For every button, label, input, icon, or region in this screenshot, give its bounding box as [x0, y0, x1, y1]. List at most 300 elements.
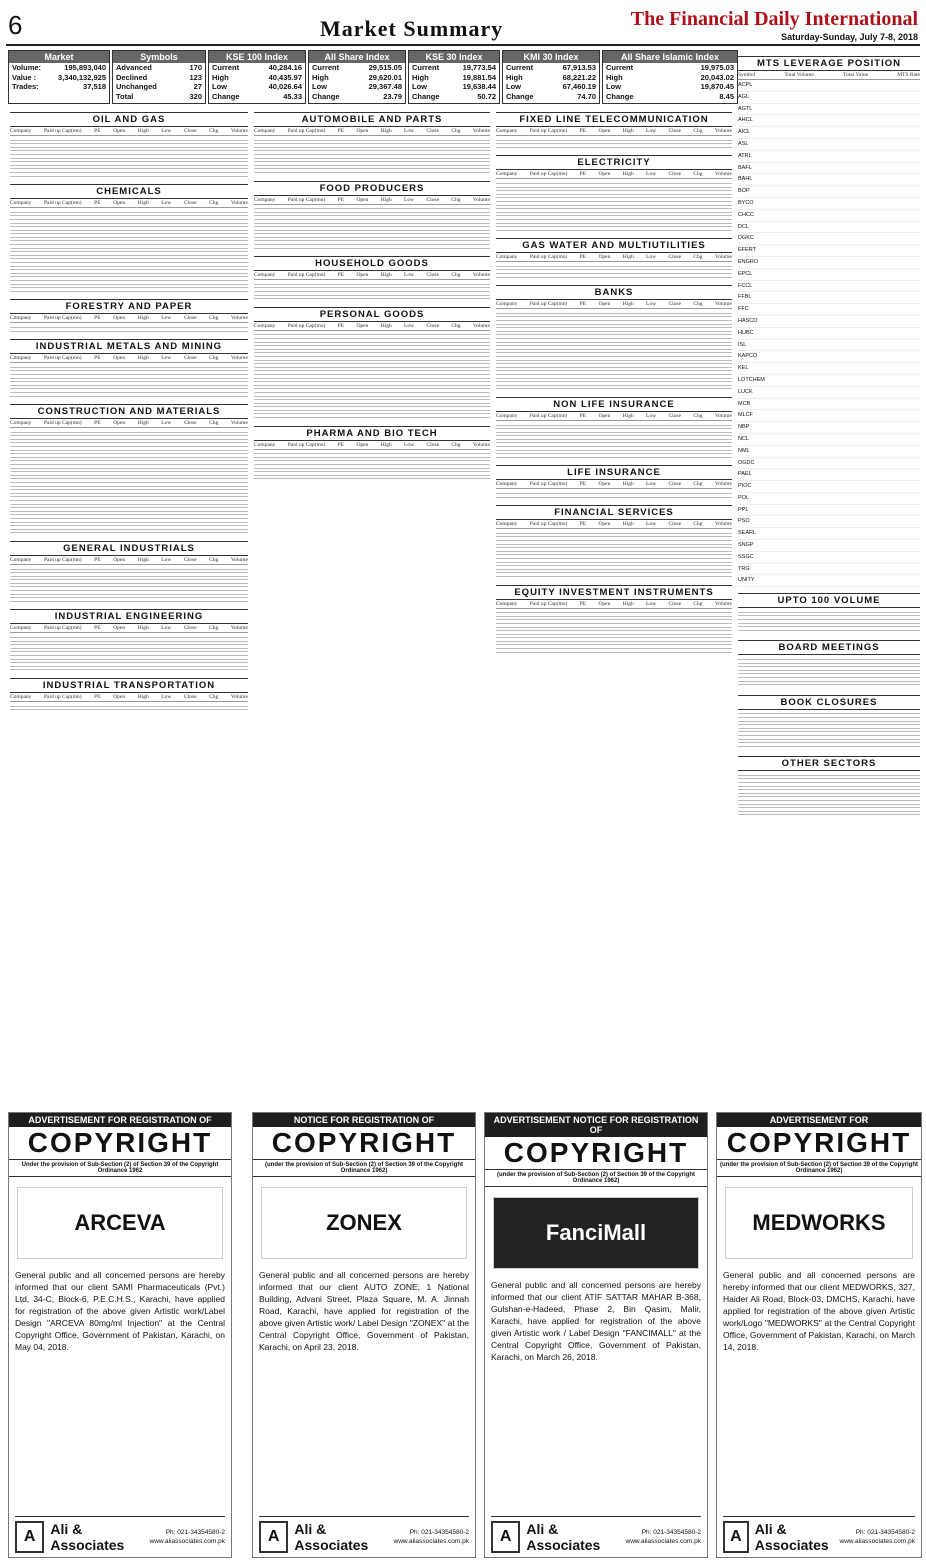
- column-header: MTS Rate: [897, 72, 920, 78]
- column-header: Close: [183, 625, 197, 632]
- column-header: Close: [426, 441, 440, 448]
- table-row: [254, 374, 490, 375]
- column-1: [10, 108, 248, 714]
- table-row: [254, 165, 490, 166]
- mts-symbol: EFERT: [738, 247, 756, 254]
- table-row: [10, 432, 248, 433]
- table-row: [496, 439, 732, 440]
- table-row: [10, 255, 248, 256]
- table-row: [10, 442, 248, 443]
- mts-symbol: POL: [738, 494, 750, 501]
- table-row: [254, 468, 490, 469]
- ticker-label: Low: [606, 82, 621, 91]
- table-row: [10, 165, 248, 166]
- sector-heading: FORESTRY AND PAPER: [10, 299, 248, 314]
- column-header: Open: [598, 481, 611, 488]
- ad-title: COPYRIGHT: [271, 1127, 457, 1158]
- column-header: Volume: [714, 481, 732, 488]
- table-row: [10, 367, 248, 368]
- column-header: Paid up Cap(mn): [43, 693, 82, 700]
- column-3: [496, 108, 732, 656]
- ticker-label: Current: [506, 63, 534, 72]
- table-row: [496, 637, 732, 638]
- column-header: Low: [161, 693, 172, 700]
- column-header: PE: [94, 693, 101, 700]
- ad-band: ADVERTISEMENT NOTICE FOR REGISTRATION OF: [485, 1113, 707, 1137]
- column-header: Total Volume: [784, 72, 814, 78]
- sector-heading: INDUSTRIAL METALS AND MINING: [10, 339, 248, 354]
- column-header: High: [137, 693, 149, 700]
- column-header: Company: [10, 200, 32, 207]
- table-row: [254, 403, 490, 404]
- column-header: High: [622, 481, 634, 488]
- table-rows: [10, 208, 248, 295]
- ticker-label: High: [412, 72, 429, 82]
- column-header: Company: [10, 625, 32, 632]
- table-row: [10, 276, 248, 277]
- agent-logo-icon: A: [15, 1521, 44, 1553]
- column-header: Company: [496, 412, 518, 419]
- sector-heading: NON LIFE INSURANCE: [496, 397, 732, 412]
- ticker-title: KMI 30 Index: [503, 51, 599, 63]
- column-header: Close: [426, 196, 440, 203]
- agent-logo-icon: A: [723, 1521, 749, 1553]
- mts-symbol: PIOC: [738, 483, 752, 490]
- ticker-value: 3,340,132,925: [58, 72, 106, 82]
- ticker-value: 50.72: [477, 91, 496, 101]
- column-header: Volume: [714, 171, 732, 178]
- table-row: [496, 147, 732, 148]
- table-header: [254, 127, 490, 136]
- table-row: [10, 504, 248, 505]
- column-header: Company: [496, 301, 518, 308]
- column-header: High: [380, 196, 392, 203]
- column-header: Chg: [451, 128, 461, 134]
- table-row: [496, 269, 732, 270]
- agent-contact: [626, 1528, 702, 1546]
- table-rows: [10, 702, 248, 714]
- table-rows: [496, 421, 732, 462]
- ticker-value: 40,435.97: [268, 72, 302, 82]
- table-row: [10, 233, 248, 234]
- ticker-value: 67,460.19: [562, 82, 596, 91]
- table-row: [254, 298, 490, 299]
- column-header: Company: [10, 556, 32, 563]
- ticker-label: Volume:: [12, 63, 42, 72]
- column-header: Close: [426, 272, 440, 279]
- table-row: [496, 356, 732, 357]
- table-row: [738, 659, 920, 660]
- ticker-label: High: [312, 72, 329, 82]
- table-row: [10, 147, 248, 148]
- mts-symbol: BAHL: [738, 176, 753, 183]
- mts-row: [738, 245, 920, 257]
- ticker-value: 29,620.01: [368, 72, 402, 82]
- column-header: Volume: [714, 301, 732, 308]
- mts-row: [738, 257, 920, 269]
- column-header: Paid up Cap(mn): [43, 355, 82, 362]
- table-row: [10, 378, 248, 379]
- table-header: [496, 480, 732, 489]
- column-header: High: [137, 128, 149, 134]
- column-header: Open: [598, 412, 611, 419]
- mts-row: [738, 115, 920, 127]
- table-row: [10, 230, 248, 231]
- table-row: [496, 208, 732, 209]
- agent-block: [15, 1516, 225, 1553]
- table-row: [254, 370, 490, 371]
- table-rows: [738, 771, 920, 819]
- table-rows: [254, 450, 490, 483]
- agent-block: [491, 1516, 701, 1553]
- column-header: Close: [668, 128, 682, 134]
- column-header: Open: [356, 196, 369, 203]
- table-row: [496, 457, 732, 458]
- table-row: [254, 413, 490, 414]
- column-header: PE: [579, 600, 587, 607]
- column-header: Open: [356, 272, 369, 279]
- copyright-ad-fancimall: [484, 1112, 708, 1558]
- mts-row: [738, 469, 920, 481]
- column-header: Chg: [693, 481, 703, 488]
- ticker-row: [603, 82, 737, 92]
- table-header: [496, 253, 732, 262]
- mts-row: [738, 139, 920, 151]
- table-row: [254, 367, 490, 368]
- column-header: Low: [646, 521, 657, 528]
- table-row: [496, 324, 732, 325]
- table-row: [496, 551, 732, 552]
- page-number: 6: [8, 10, 23, 40]
- table-header: [496, 600, 732, 609]
- table-row: [738, 742, 920, 743]
- ticker-value: 37,518: [83, 82, 106, 91]
- mts-symbol: BAFL: [738, 164, 752, 171]
- mts-symbol: SEARL: [738, 530, 757, 537]
- column-header: Close: [183, 355, 197, 362]
- mts-symbol: MLCF: [738, 412, 753, 419]
- table-row: [496, 345, 732, 346]
- mts-header: [738, 71, 920, 80]
- column-header: PE: [579, 521, 587, 528]
- ticker-row: [209, 92, 305, 102]
- table-row: [254, 230, 490, 231]
- column-header: PE: [337, 272, 345, 279]
- mts-symbol: SSGC: [738, 553, 754, 560]
- table-row: [10, 648, 248, 649]
- ticker-value: 19,773.54: [462, 63, 496, 72]
- column-header: Chg: [209, 556, 219, 563]
- ticker-title: KSE 30 Index: [409, 51, 499, 63]
- column-header: Close: [183, 128, 197, 134]
- mts-row: [738, 233, 920, 245]
- mts-symbol: AHCL: [738, 117, 753, 124]
- ticker-value: 40,284.16: [268, 63, 302, 72]
- agent-phone: Ph: 021-34354580-2: [641, 1529, 701, 1536]
- ticker-value: 27: [193, 82, 202, 91]
- mts-symbol: BOP: [738, 188, 750, 195]
- sector-heading: GENERAL INDUSTRIALS: [10, 541, 248, 556]
- mts-symbol: AGL: [738, 93, 750, 100]
- agent-website: www.aliassociates.com.pk: [149, 1538, 225, 1545]
- table-row: [10, 269, 248, 270]
- sector-heading: INDUSTRIAL TRANSPORTATION: [10, 678, 248, 693]
- mts-row: [738, 528, 920, 540]
- table-rows: [254, 280, 490, 303]
- column-header: Paid up Cap(mn): [529, 412, 568, 419]
- ticker-label: Change: [312, 91, 340, 101]
- table-row: [10, 651, 248, 652]
- table-row: [254, 154, 490, 155]
- ticker-row: [503, 63, 599, 73]
- table-row: [10, 597, 248, 598]
- sector-heading: UPTO 100 VOLUME: [738, 593, 920, 608]
- agent-contact: [394, 1528, 470, 1546]
- ticker-value: 45.33: [283, 91, 302, 101]
- column-header: Low: [161, 128, 172, 134]
- mts-row: [738, 387, 920, 399]
- column-header: Paid up Cap(mn): [529, 301, 568, 308]
- table-row: [496, 378, 732, 379]
- table-row: [496, 187, 732, 188]
- column-header: PE: [94, 420, 101, 427]
- table-row: [10, 475, 248, 476]
- column-header: Close: [668, 412, 682, 419]
- table-row: [496, 493, 732, 494]
- table-header: [496, 412, 732, 421]
- column-header: Paid up Cap(mn): [43, 625, 82, 632]
- ticker-value: 19,975.03: [700, 63, 734, 72]
- mts-row: [738, 434, 920, 446]
- column-header: Volume: [230, 556, 248, 563]
- table-row: [496, 190, 732, 191]
- ticker-row: [209, 63, 305, 73]
- page-title: Market Summary: [320, 16, 504, 41]
- ad-body: General public and all concerned persons are hereby informed that our client AUTO ZONE, 1 National Building, Advani Street, Plaza Square, M. A. Jinnah Road, Karachi, have applied for registration of the above given Artistic work/ Label Design "ZONEX" at the Central Copyright Office, Government of Pakistan, Karachi, on April 23, 2018.: [259, 1270, 469, 1352]
- column-header: Open: [113, 315, 126, 322]
- mts-symbol: PSO: [738, 518, 750, 525]
- column-header: Paid up Cap(mn): [43, 556, 82, 563]
- table-row: [254, 338, 490, 339]
- ticker-label: Value :: [12, 72, 37, 82]
- mts-row: [738, 399, 920, 411]
- ticker-value: 40,026.64: [268, 82, 302, 91]
- column-header: Volume: [714, 254, 732, 261]
- mts-row: [738, 92, 920, 104]
- column-header: PE: [94, 556, 101, 563]
- ticker-row: [309, 92, 405, 102]
- column-header: PE: [337, 128, 345, 134]
- column-header: Chg: [693, 301, 703, 308]
- table-row: [496, 612, 732, 613]
- table-header: [254, 322, 490, 331]
- ad-band: NOTICE FOR REGISTRATION OF: [253, 1113, 475, 1127]
- mts-symbol: NBP: [738, 424, 750, 431]
- column-header: Volume: [472, 272, 490, 279]
- mts-row: [738, 80, 920, 92]
- ticker-label: Low: [312, 82, 327, 91]
- column-header: Paid up Cap(mn): [529, 128, 568, 134]
- column-header: Paid up Cap(mn): [529, 600, 568, 607]
- mts-symbol: KAPCO: [738, 353, 758, 360]
- table-row: [10, 327, 248, 328]
- table-row: [496, 644, 732, 645]
- table-row: [738, 782, 920, 783]
- ticker-row: [9, 82, 109, 92]
- table-row: [254, 143, 490, 144]
- column-header: Close: [183, 420, 197, 427]
- column-header: Paid up Cap(mn): [43, 315, 82, 322]
- column-header: Low: [404, 322, 415, 329]
- table-row: [496, 533, 732, 534]
- table-row: [10, 240, 248, 241]
- ticker-label: Change: [606, 91, 634, 101]
- column-header: Chg: [209, 128, 219, 134]
- sector-heading: OTHER SECTORS: [738, 756, 920, 771]
- table-row: [254, 342, 490, 343]
- table-row: [496, 183, 732, 184]
- table-row: [738, 663, 920, 664]
- table-row: [496, 313, 732, 314]
- ticker-label: Current: [312, 63, 340, 72]
- table-row: [10, 662, 248, 663]
- table-row: [10, 460, 248, 461]
- table-header: [10, 419, 248, 428]
- table-row: [10, 579, 248, 580]
- table-row: [496, 619, 732, 620]
- table-row: [10, 215, 248, 216]
- table-row: [496, 342, 732, 343]
- table-row: [10, 374, 248, 375]
- table-row: [10, 143, 248, 144]
- table-rows: [10, 565, 248, 606]
- column-header: Open: [598, 301, 611, 308]
- column-header: Total Value: [843, 72, 869, 78]
- ticker-row: [603, 92, 737, 102]
- ticker-row: [503, 82, 599, 92]
- table-header: [10, 693, 248, 702]
- table-row: [254, 334, 490, 335]
- ticker-allshareislamic: [602, 50, 738, 104]
- table-row: [254, 356, 490, 357]
- mts-symbol: FFC: [738, 306, 749, 313]
- table-row: [10, 161, 248, 162]
- table-row: [10, 601, 248, 602]
- column-header: Close: [668, 521, 682, 528]
- column-header: Close: [183, 556, 197, 563]
- mts-symbol: NML: [738, 447, 750, 454]
- column-header: Low: [646, 254, 657, 261]
- ticker-label: Unchanged: [116, 82, 157, 91]
- sector-heading: CHEMICALS: [10, 184, 248, 199]
- ad-brand: ZONEX: [261, 1187, 467, 1259]
- table-row: [496, 316, 732, 317]
- agent-contact: [150, 1528, 226, 1546]
- sector-heading: BANKS: [496, 285, 732, 300]
- table-row: [254, 161, 490, 162]
- column-header: Open: [113, 420, 126, 427]
- table-row: [10, 284, 248, 285]
- mts-symbol: AGTL: [738, 105, 753, 112]
- agent-contact: [840, 1528, 916, 1546]
- column-header: Volume: [714, 128, 732, 134]
- mts-symbol: TRG: [738, 565, 750, 572]
- table-row: [10, 500, 248, 501]
- column-header: Paid up Cap(mn): [529, 521, 568, 528]
- table-row: [254, 381, 490, 382]
- ticker-row: [309, 73, 405, 83]
- column-header: Volume: [230, 128, 248, 134]
- column-header: High: [380, 441, 392, 448]
- table-row: [496, 544, 732, 545]
- ad-subtitle: (under the provision of Sub-Section (2) of Section 39 of the Copyright Ordinance 1962): [253, 1159, 475, 1177]
- table-row: [738, 717, 920, 718]
- table-row: [496, 388, 732, 389]
- mts-symbol: DCL: [738, 223, 750, 230]
- table-header: [496, 520, 732, 529]
- mts-row: [738, 104, 920, 116]
- table-row: [738, 739, 920, 740]
- table-row: [10, 493, 248, 494]
- table-row: [254, 140, 490, 141]
- table-row: [254, 345, 490, 346]
- table-row: [10, 381, 248, 382]
- table-row: [496, 197, 732, 198]
- column-header: PE: [94, 625, 101, 632]
- column-header: Volume: [230, 693, 248, 700]
- ticker-label: Low: [506, 82, 521, 91]
- column-header: Chg: [451, 272, 461, 279]
- table-row: [10, 176, 248, 177]
- table-row: [496, 215, 732, 216]
- table-row: [496, 497, 732, 498]
- column-header: Volume: [714, 600, 732, 607]
- column-header: Company: [496, 171, 518, 178]
- ticker-label: Advanced: [116, 63, 152, 72]
- ticker-value: 19,638.44: [462, 82, 496, 91]
- ticker-value: 170: [189, 63, 202, 72]
- table-row: [10, 525, 248, 526]
- table-row: [10, 669, 248, 670]
- agent-phone: Ph: 021-34354580-2: [855, 1529, 915, 1536]
- column-header: Close: [426, 322, 440, 329]
- mts-row: [738, 540, 920, 552]
- mts-row: [738, 552, 920, 564]
- table-row: [496, 226, 732, 227]
- table-row: [496, 652, 732, 653]
- mts-symbol: PAEL: [738, 471, 752, 478]
- table-row: [10, 262, 248, 263]
- column-header: PE: [579, 171, 587, 178]
- column-header: Chg: [693, 600, 703, 607]
- copyright-ad-arceva: [8, 1112, 232, 1558]
- table-row: [496, 212, 732, 213]
- column-header: Company: [496, 481, 518, 488]
- table-row: [496, 446, 732, 447]
- column-header: High: [380, 272, 392, 279]
- mts-row: [738, 174, 920, 186]
- table-row: [254, 385, 490, 386]
- table-row: [496, 266, 732, 267]
- ticker-row: [603, 73, 737, 83]
- ticker-label: Current: [606, 63, 634, 72]
- ticker-label: Low: [412, 82, 427, 91]
- table-row: [10, 457, 248, 458]
- table-header: [10, 314, 248, 323]
- column-header: Open: [598, 600, 611, 607]
- table-row: [10, 569, 248, 570]
- table-row: [496, 230, 732, 231]
